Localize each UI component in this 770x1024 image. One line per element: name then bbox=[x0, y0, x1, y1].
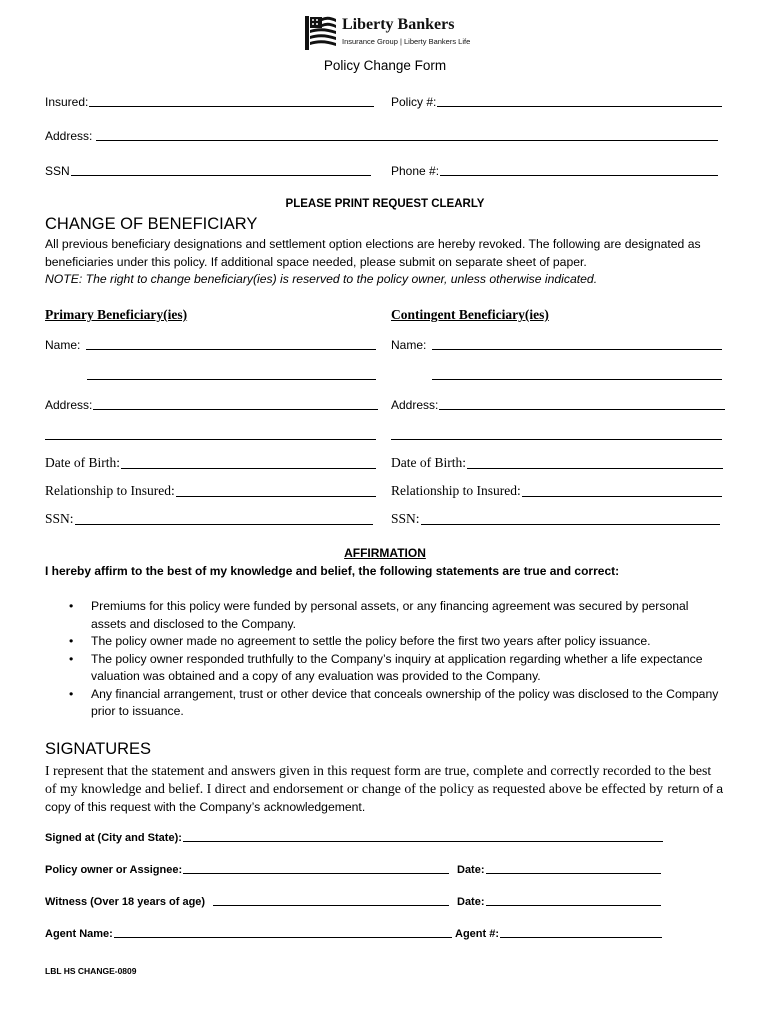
agent-number-field[interactable] bbox=[455, 925, 662, 940]
primary-dob-field[interactable] bbox=[45, 454, 376, 471]
contingent-dob-label: Date of Birth: bbox=[391, 455, 466, 470]
beneficiary-heading: CHANGE OF BENEFICIARY bbox=[45, 215, 258, 233]
contingent-beneficiary-heading: Contingent Beneficiary(ies) bbox=[391, 307, 549, 322]
phone-field[interactable] bbox=[391, 162, 718, 178]
contingent-address-label: Address: bbox=[391, 398, 439, 412]
signed-at-label: Signed at (City and State): bbox=[45, 832, 182, 844]
date-label: Date: bbox=[457, 864, 485, 876]
bullet-icon: • bbox=[69, 634, 74, 648]
insured-label: Insured: bbox=[45, 95, 89, 109]
contingent-ssn-label: SSN: bbox=[391, 511, 420, 526]
contingent-relationship-field[interactable] bbox=[391, 482, 722, 499]
primary-relationship-label: Relationship to Insured: bbox=[45, 483, 175, 498]
bullet-icon: • bbox=[69, 651, 74, 666]
witness-label: Witness (Over 18 years of age) bbox=[45, 896, 206, 908]
contingent-dob-field[interactable] bbox=[391, 454, 723, 471]
beneficiary-note: NOTE: The right to change beneficiary(ies) is reserved to the policy owner, unless otherwise indicated. bbox=[45, 272, 598, 286]
signed-at-field[interactable] bbox=[45, 829, 663, 844]
bullet-icon: • bbox=[69, 686, 74, 701]
list-item bbox=[45, 598, 725, 633]
primary-relationship-field[interactable] bbox=[45, 482, 376, 499]
address-label: Address: bbox=[45, 129, 93, 143]
address-field[interactable] bbox=[45, 127, 718, 143]
primary-dob-label: Date of Birth: bbox=[45, 455, 120, 470]
policy-owner-field[interactable] bbox=[45, 861, 449, 876]
logo-name: Liberty Bankers bbox=[342, 16, 455, 33]
primary-address-field[interactable] bbox=[45, 396, 378, 412]
ssn-label: SSN bbox=[45, 164, 70, 178]
contingent-name-field[interactable] bbox=[391, 336, 722, 352]
affirmation-item-text: The policy owner made no agreement to settle the policy before the first two years after policy issuance. bbox=[91, 634, 651, 648]
agent-name-label: Agent Name: bbox=[45, 928, 113, 940]
affirmation-item-text: The policy owner responded truthfully to the Company’s inquiry at application regarding whether a life expectance valuation was obtained and a copy of any evaluation was provided to the Company. bbox=[91, 651, 703, 683]
primary-ssn-label: SSN: bbox=[45, 511, 74, 526]
date-label: Date: bbox=[457, 896, 485, 908]
signatures-paragraph-sans: return of a copy of this request with the Company’s acknowledgement. bbox=[45, 781, 724, 814]
contingent-ssn-field[interactable] bbox=[391, 510, 720, 527]
contingent-name-label: Name: bbox=[391, 338, 427, 352]
form-title: Policy Change Form bbox=[323, 58, 447, 73]
contingent-address-line-2[interactable] bbox=[391, 439, 722, 440]
insured-field[interactable] bbox=[45, 93, 374, 109]
affirmation-item-text: Premiums for this policy were funded by personal assets, or any financing agreement was secured by personal assets and disclosed to the Company. bbox=[91, 599, 689, 631]
primary-name-field[interactable] bbox=[45, 336, 376, 352]
list-item bbox=[45, 651, 725, 686]
list-item bbox=[45, 686, 725, 721]
bullet-icon: • bbox=[69, 599, 74, 613]
affirmation-intro: I hereby affirm to the best of my knowledge and belief, the following statements are true and correct: bbox=[45, 564, 620, 578]
company-logo bbox=[305, 14, 485, 50]
affirmation-heading: AFFIRMATION bbox=[344, 546, 426, 560]
policy-owner-date-field[interactable] bbox=[457, 861, 661, 876]
list-item bbox=[45, 633, 725, 651]
form-code: LBL HS CHANGE-0809 bbox=[45, 966, 137, 976]
affirmation-item-text: Any financial arrangement, trust or other device that conceals ownership of the policy was disclosed to the Company prior to issuance. bbox=[91, 686, 719, 718]
contingent-address-field[interactable] bbox=[391, 396, 725, 412]
primary-name-line-2[interactable] bbox=[87, 379, 376, 380]
flag-emblem-icon bbox=[305, 16, 337, 50]
witness-date-field[interactable] bbox=[457, 893, 661, 908]
witness-field[interactable] bbox=[45, 893, 449, 908]
contingent-name-line-2[interactable] bbox=[432, 379, 722, 380]
signatures-paragraph-serif: I represent that the statement and answers given in this request form are true, complete and correctly recorded to the best of my knowledge and belief. I direct and endorsement or change of the policy as requested above be effected by bbox=[45, 763, 712, 796]
agent-name-field[interactable] bbox=[45, 925, 452, 940]
primary-name-label: Name: bbox=[45, 338, 81, 352]
policy-owner-label: Policy owner or Assignee: bbox=[45, 864, 183, 876]
beneficiary-paragraph: All previous beneficiary designations and settlement option elections are hereby revoked. The following are designated as beneficiaries under this policy. If additional space needed, please submit on separate sheet of paper. bbox=[45, 237, 701, 269]
contingent-relationship-label: Relationship to Insured: bbox=[391, 483, 521, 498]
signatures-heading: SIGNATURES bbox=[45, 740, 152, 758]
policy-number-field[interactable] bbox=[391, 93, 722, 109]
primary-address-label: Address: bbox=[45, 398, 93, 412]
print-notice: PLEASE PRINT REQUEST CLEARLY bbox=[285, 198, 485, 210]
agent-number-label: Agent #: bbox=[455, 928, 499, 940]
primary-ssn-field[interactable] bbox=[45, 510, 373, 527]
affirmation-list bbox=[45, 598, 725, 721]
primary-address-line-2[interactable] bbox=[45, 439, 376, 440]
signatures-paragraph bbox=[45, 762, 725, 817]
policy-number-label: Policy #: bbox=[391, 95, 437, 109]
primary-beneficiary-heading: Primary Beneficiary(ies) bbox=[45, 307, 188, 322]
phone-label: Phone #: bbox=[391, 164, 440, 178]
logo-tagline: Insurance Group | Liberty Bankers Life bbox=[342, 37, 471, 46]
ssn-field[interactable] bbox=[45, 162, 371, 178]
